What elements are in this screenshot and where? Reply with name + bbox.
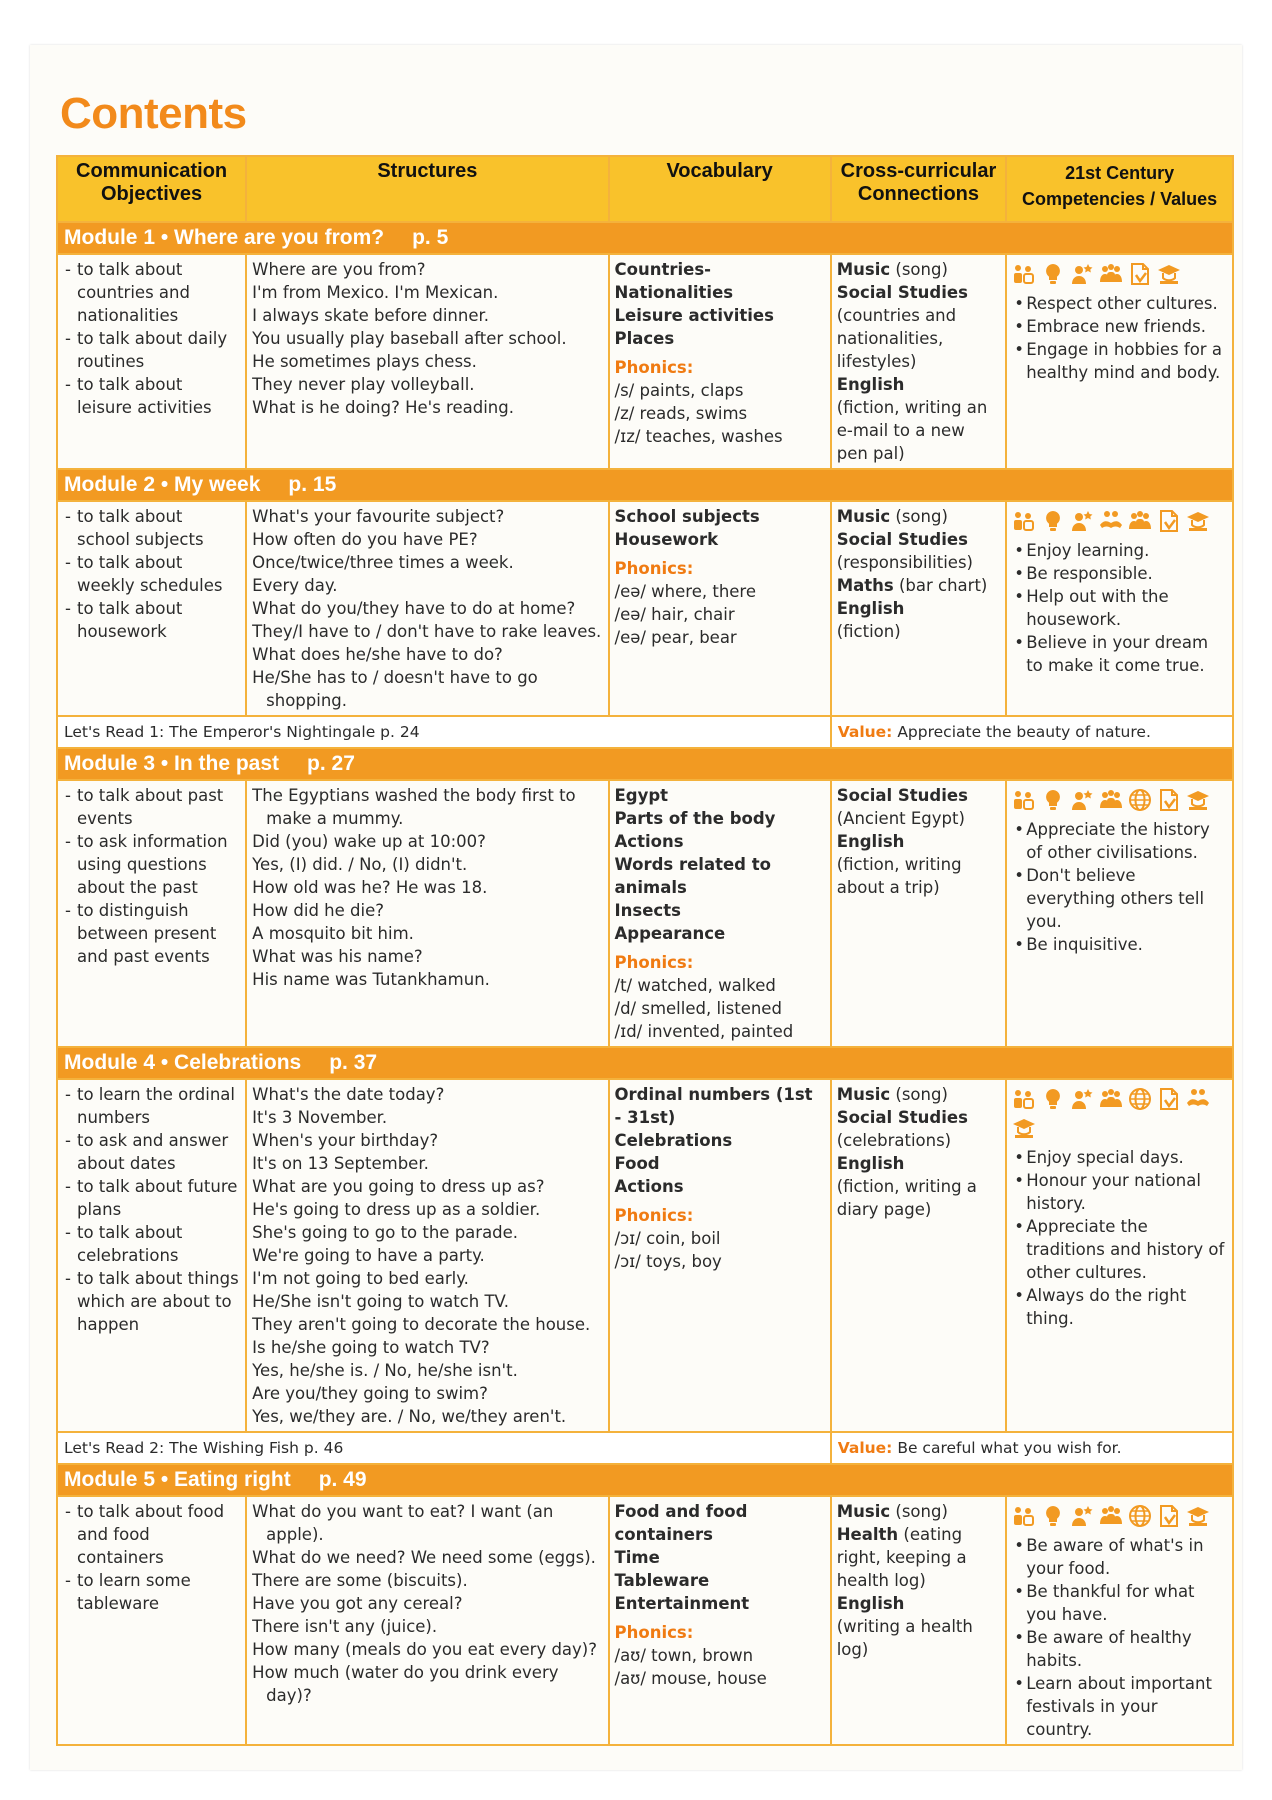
phonics-item: /aʊ/ mouse, house — [614, 1669, 767, 1688]
learner-icon — [1070, 262, 1094, 286]
cross-curricular-cell — [831, 1079, 1006, 1432]
cross-subject: Maths — [836, 576, 894, 595]
structure-item: We're going to have a party. — [252, 1246, 485, 1265]
structures-cell — [246, 780, 608, 1047]
header-competencies: 21st Century Competencies / Values — [1006, 156, 1233, 222]
module-page: p. 37 — [329, 1051, 378, 1074]
cross-entry — [837, 281, 1000, 373]
structure-item: What is he doing? He's reading. — [252, 398, 514, 417]
phonics-item: /aʊ/ town, brown — [614, 1646, 754, 1665]
structure-item: How often do you have PE? — [252, 530, 478, 549]
values-list — [1012, 292, 1227, 384]
group-icon — [1099, 788, 1123, 812]
phonics-label: Phonics: — [614, 1206, 694, 1225]
module-page: p. 15 — [288, 473, 337, 496]
structure-item: Once/twice/three times a week. — [252, 553, 514, 572]
structure-item: Yes, we/they are. / No, we/they aren't. — [252, 1407, 567, 1426]
structure-item: Did (you) wake up at 10:00? — [252, 832, 486, 851]
phonics-item: /eə/ where, there — [614, 582, 756, 601]
idea-bulb-icon — [1041, 509, 1065, 533]
value-item: • Appreciate the history of other civilisations. — [1012, 818, 1227, 864]
structure-item: Yes, he/she is. / No, he/she isn't. — [252, 1361, 518, 1380]
module-title: Module 4 • Celebrations — [64, 1051, 302, 1074]
phonics-item: /eə/ hair, chair — [614, 605, 735, 624]
objective-item: - to ask and answer about dates — [63, 1129, 240, 1175]
page-title: Contents — [60, 89, 247, 138]
module-header-row — [57, 1464, 1233, 1496]
module-page: p. 5 — [412, 226, 449, 249]
cross-detail: (fiction, writing a diary page) — [836, 1177, 977, 1219]
phonics-item: /ɪz/ teaches, washes — [614, 427, 783, 446]
structure-item: What do you want to eat? I want (an apple). — [252, 1502, 554, 1544]
idea-bulb-icon — [1041, 788, 1065, 812]
helping-hands-icon — [1099, 509, 1123, 533]
cross-detail: (song) — [890, 1502, 948, 1521]
structure-item: She's going to go to the parade. — [252, 1223, 519, 1242]
module-title: Module 2 • My week — [64, 473, 261, 496]
group-icon — [1099, 1087, 1123, 1111]
objective-item: - to talk about celebrations — [63, 1221, 240, 1267]
module-header — [57, 469, 1233, 501]
structure-item: What are you going to dress up as? — [252, 1177, 545, 1196]
module-header-row — [57, 748, 1233, 780]
globe-icon — [1128, 788, 1152, 812]
globe-icon — [1128, 1504, 1152, 1528]
cross-subject: Music — [836, 260, 891, 279]
vocab-category: Parts of the body — [614, 809, 776, 828]
cross-curricular-cell — [831, 501, 1006, 716]
cross-detail: (eating right, keeping a health log) — [836, 1525, 967, 1590]
collaboration-icon — [1012, 1504, 1036, 1528]
phonics-item: /t/ watched, walked — [614, 976, 776, 995]
phonics-item: /z/ reads, swims — [614, 404, 748, 423]
vocab-category: Time — [614, 1548, 660, 1567]
cross-entry — [837, 1592, 1000, 1661]
value-item: • Respect other cultures. — [1012, 292, 1227, 315]
cross-detail: (writing a health log) — [836, 1617, 973, 1659]
phonics-item: /ɔɪ/ coin, boil — [614, 1229, 721, 1248]
lets-read-value — [831, 716, 1233, 748]
objective-item: - to distinguish between present and past events — [63, 899, 240, 968]
structure-item: How much (water do you drink every day)? — [252, 1663, 559, 1705]
phonics-label: Phonics: — [614, 1623, 694, 1642]
structure-item: A mosquito bit him. — [252, 924, 414, 943]
values-list — [1012, 1146, 1227, 1330]
cross-detail: (song) — [890, 507, 948, 526]
structures-list — [252, 784, 602, 991]
cross-subject: English — [836, 1594, 905, 1613]
lets-read-row — [57, 716, 1233, 748]
objectives-list — [63, 1500, 240, 1615]
structures-cell — [246, 1496, 608, 1745]
value-text: Be careful what you wish for. — [897, 1439, 1122, 1457]
cross-subject: English — [836, 1154, 905, 1173]
header-vocabulary: Vocabulary — [609, 156, 831, 222]
objectives-cell — [57, 780, 246, 1047]
cross-entry — [837, 1152, 1000, 1221]
objective-item: - to talk about countries and nationalities — [63, 258, 240, 327]
module-title: Module 3 • In the past — [64, 752, 280, 775]
module-content-row — [57, 254, 1233, 469]
graduation-cap-icon — [1186, 509, 1210, 533]
structure-item: How old was he? He was 18. — [252, 878, 488, 897]
structure-item: I'm not going to bed early. — [252, 1269, 469, 1288]
graduation-cap-icon — [1186, 788, 1210, 812]
cross-detail: (song) — [890, 1085, 948, 1104]
value-item: • Enjoy special days. — [1012, 1146, 1227, 1169]
competencies-cell — [1006, 1079, 1233, 1432]
structure-item: Are you/they going to swim? — [252, 1384, 488, 1403]
cross-subject: Social Studies — [836, 530, 968, 549]
competencies-cell — [1006, 780, 1233, 1047]
vocab-category: Housework — [614, 530, 719, 549]
cross-entry — [837, 1083, 1000, 1106]
module-header — [57, 748, 1233, 780]
header-communication: Communication Objectives — [57, 156, 246, 222]
vocabulary-cell — [609, 254, 831, 469]
module-page: p. 27 — [307, 752, 355, 775]
objective-item: - to talk about housework — [63, 597, 240, 643]
structure-item: I'm from Mexico. I'm Mexican. — [252, 283, 499, 302]
objectives-list — [63, 258, 240, 419]
structures-list — [252, 258, 602, 419]
structure-item: Have you got any cereal? — [252, 1594, 463, 1613]
module-page: p. 49 — [318, 1468, 367, 1491]
value-label: Value: — [837, 723, 893, 741]
structure-item: I always skate before dinner. — [252, 306, 489, 325]
contents-body — [57, 222, 1233, 1745]
structure-item: When's your birthday? — [252, 1131, 439, 1150]
value-item: • Always do the right thing. — [1012, 1284, 1227, 1330]
competencies-cell — [1006, 1496, 1233, 1745]
cross-detail: (Ancient Egypt) — [836, 809, 965, 828]
graduation-cap-icon — [1186, 1504, 1210, 1528]
structure-item: What's the date today? — [252, 1085, 445, 1104]
phonics-item: /ɪd/ invented, painted — [614, 1022, 794, 1041]
objective-item: - to talk about leisure activities — [63, 373, 240, 419]
graduation-cap-icon — [1012, 1116, 1036, 1140]
values-list — [1012, 539, 1227, 677]
cross-subject: Health — [836, 1525, 899, 1544]
cross-subject: English — [836, 375, 905, 394]
structure-item: His name was Tutankhamun. — [252, 970, 490, 989]
header-structures: Structures — [246, 156, 608, 222]
header-cross-curricular: Cross-curricular Connections — [831, 156, 1006, 222]
objective-item: - to ask information using questions about the past — [63, 830, 240, 899]
structure-item: What's your favourite subject? — [252, 507, 505, 526]
cross-entry — [837, 784, 1000, 830]
structure-item: What was his name? — [252, 947, 423, 966]
cross-entry — [837, 830, 1000, 899]
cross-entry — [837, 528, 1000, 574]
cross-subject: Music — [836, 1085, 891, 1104]
competencies-cell — [1006, 254, 1233, 469]
value-item: • Believe in your dream to make it come true. — [1012, 631, 1227, 677]
vocab-category: School subjects — [614, 507, 760, 526]
value-item: • Be thankful for what you have. — [1012, 1580, 1227, 1626]
learner-icon — [1070, 788, 1094, 812]
module-content-row — [57, 501, 1233, 716]
vocab-category: Food — [614, 1154, 660, 1173]
module-header-row — [57, 469, 1233, 501]
competency-icons — [1012, 788, 1227, 812]
vocab-category: Countries-Nationalities — [614, 260, 734, 302]
header-row — [57, 156, 1233, 222]
vocab-category: Words related to animals — [614, 855, 771, 897]
module-header-row — [57, 1047, 1233, 1079]
value-text: Appreciate the beauty of nature. — [897, 723, 1151, 741]
value-item: • Be aware of healthy habits. — [1012, 1626, 1227, 1672]
competency-icons — [1012, 1504, 1227, 1528]
cross-subject: Music — [836, 507, 891, 526]
structure-item: Is he/she going to watch TV? — [252, 1338, 490, 1357]
vocab-category: Ordinal numbers (1st - 31st) — [614, 1085, 813, 1127]
vocab-category: Tableware — [614, 1571, 710, 1590]
collaboration-icon — [1012, 1087, 1036, 1111]
idea-bulb-icon — [1041, 1087, 1065, 1111]
contents-table — [56, 155, 1234, 1746]
module-header — [57, 1047, 1233, 1079]
cross-entry — [837, 505, 1000, 528]
module-content-row — [57, 1496, 1233, 1745]
value-item: • Enjoy learning. — [1012, 539, 1227, 562]
vocab-category: Actions — [614, 1177, 684, 1196]
value-item: • Be responsible. — [1012, 562, 1227, 585]
value-item: • Be aware of what's in your food. — [1012, 1534, 1227, 1580]
structure-item: The Egyptians washed the body first to make a mummy. — [252, 786, 576, 828]
phonics-label: Phonics: — [614, 358, 694, 377]
document-icon — [1157, 1087, 1181, 1111]
structures-list — [252, 1083, 602, 1428]
cross-detail: (fiction, writing an e-mail to a new pen pal) — [836, 398, 988, 463]
collaboration-icon — [1012, 262, 1036, 286]
objectives-cell — [57, 1079, 246, 1432]
phonics-label: Phonics: — [614, 559, 694, 578]
objectives-list — [63, 784, 240, 968]
learner-icon — [1070, 509, 1094, 533]
structure-item: How many (meals do you eat every day)? — [252, 1640, 598, 1659]
idea-bulb-icon — [1041, 262, 1065, 286]
vocabulary-cell — [609, 1496, 831, 1745]
cross-detail: (fiction) — [836, 622, 901, 641]
objective-item: - to learn the ordinal numbers — [63, 1083, 240, 1129]
vocabulary-cell — [609, 1079, 831, 1432]
structure-item: They never play volleyball. — [252, 375, 475, 394]
cross-entry — [837, 1500, 1000, 1523]
globe-icon — [1128, 1087, 1152, 1111]
competency-icons — [1012, 509, 1227, 533]
structure-item: Where are you from? — [252, 260, 426, 279]
lets-read-value — [831, 1432, 1233, 1464]
value-item: • Help out with the housework. — [1012, 585, 1227, 631]
cross-detail: (countries and nationalities, lifestyles) — [836, 306, 957, 371]
structures-list — [252, 1500, 602, 1707]
structure-item: It's 3 November. — [252, 1108, 388, 1127]
graduation-cap-icon — [1157, 262, 1181, 286]
vocab-category: Leisure activities — [614, 306, 774, 325]
collaboration-icon — [1012, 509, 1036, 533]
lets-read-row — [57, 1432, 1233, 1464]
structure-item: He/She has to / doesn't have to go shopping. — [252, 668, 538, 710]
value-item: • Engage in hobbies for a healthy mind and body. — [1012, 338, 1227, 384]
objective-item: - to talk about weekly schedules — [63, 551, 240, 597]
lets-read-title: Let's Read 2: The Wishing Fish p. 46 — [57, 1432, 831, 1464]
cross-subject: English — [836, 832, 905, 851]
module-header-row — [57, 222, 1233, 254]
objective-item: - to talk about daily routines — [63, 327, 240, 373]
value-item: • Don't believe everything others tell you. — [1012, 864, 1227, 933]
vocab-category: Insects — [614, 901, 681, 920]
vocab-category: Places — [614, 329, 675, 348]
cross-detail: (bar chart) — [893, 576, 988, 595]
module-title: Module 1 • Where are you from? — [64, 226, 385, 249]
structure-item: You usually play baseball after school. — [252, 329, 567, 348]
structure-item: There isn't any (juice). — [252, 1617, 438, 1636]
cross-curricular-cell — [831, 1496, 1006, 1745]
cross-subject: English — [836, 599, 905, 618]
vocabulary-cell — [609, 780, 831, 1047]
objectives-list — [63, 505, 240, 643]
learner-icon — [1070, 1087, 1094, 1111]
structure-item: It's on 13 September. — [252, 1154, 429, 1173]
cross-entry — [837, 373, 1000, 465]
document-icon — [1128, 262, 1152, 286]
vocab-category: Food and food containers — [614, 1502, 748, 1544]
objective-item: - to talk about school subjects — [63, 505, 240, 551]
document-icon — [1157, 788, 1181, 812]
structure-item: There are some (biscuits). — [252, 1571, 468, 1590]
values-list — [1012, 1534, 1227, 1741]
objective-item: - to talk about food and food containers — [63, 1500, 240, 1569]
phonics-item: /d/ smelled, listened — [614, 999, 782, 1018]
cross-detail: (fiction, writing about a trip) — [836, 855, 962, 897]
cross-entry — [837, 1523, 1000, 1592]
structures-list — [252, 505, 602, 712]
cross-curricular-cell — [831, 254, 1006, 469]
structure-item: Yes, (I) did. / No, (I) didn't. — [252, 855, 468, 874]
objectives-cell — [57, 501, 246, 716]
objective-item: - to talk about future plans — [63, 1175, 240, 1221]
vocab-category: Entertainment — [614, 1594, 750, 1613]
competency-icons — [1012, 1087, 1227, 1140]
cross-detail: (celebrations) — [836, 1131, 952, 1150]
structure-item: They/I have to / don't have to rake leaves. — [252, 622, 602, 641]
module-content-row — [57, 780, 1233, 1047]
vocab-category: Celebrations — [614, 1131, 733, 1150]
collaboration-icon — [1012, 788, 1036, 812]
vocab-category: Actions — [614, 832, 684, 851]
module-title: Module 5 • Eating right — [64, 1468, 291, 1491]
structure-item: He/She isn't going to watch TV. — [252, 1292, 509, 1311]
structures-cell — [246, 501, 608, 716]
lets-read-title: Let's Read 1: The Emperor's Nightingale p. 24 — [57, 716, 831, 748]
cross-subject: Social Studies — [836, 786, 968, 805]
cross-subject: Music — [836, 1502, 891, 1521]
objectives-cell — [57, 254, 246, 469]
module-content-row — [57, 1079, 1233, 1432]
value-label: Value: — [837, 1439, 893, 1457]
phonics-item: /s/ paints, claps — [614, 381, 744, 400]
objective-item: - to talk about past events — [63, 784, 240, 830]
vocabulary-cell — [609, 501, 831, 716]
value-item: • Be inquisitive. — [1012, 933, 1227, 956]
cross-entry — [837, 1106, 1000, 1152]
objective-item: - to talk about things which are about to happen — [63, 1267, 240, 1336]
group-icon — [1099, 1504, 1123, 1528]
helping-hands-icon — [1186, 1087, 1210, 1111]
cross-detail: (song) — [890, 260, 948, 279]
module-header — [57, 1464, 1233, 1496]
cross-subject: Social Studies — [836, 1108, 968, 1127]
document-icon — [1157, 509, 1181, 533]
value-item: • Honour your national history. — [1012, 1169, 1227, 1215]
structures-cell — [246, 254, 608, 469]
structure-item: He sometimes plays chess. — [252, 352, 477, 371]
structure-item: How did he die? — [252, 901, 384, 920]
structure-item: He's going to dress up as a soldier. — [252, 1200, 541, 1219]
competency-icons — [1012, 262, 1227, 286]
objectives-list — [63, 1083, 240, 1336]
competencies-cell — [1006, 501, 1233, 716]
cross-entry — [837, 597, 1000, 643]
learner-icon — [1070, 1504, 1094, 1528]
document-icon — [1157, 1504, 1181, 1528]
objective-item: - to learn some tableware — [63, 1569, 240, 1615]
phonics-label: Phonics: — [614, 953, 694, 972]
idea-bulb-icon — [1041, 1504, 1065, 1528]
vocab-category: Egypt — [614, 786, 669, 805]
structures-cell — [246, 1079, 608, 1432]
cross-entry — [837, 258, 1000, 281]
cross-subject: Social Studies — [836, 283, 968, 302]
cross-detail: (responsibilities) — [836, 553, 973, 572]
phonics-item: /eə/ pear, bear — [614, 628, 737, 647]
value-item: • Embrace new friends. — [1012, 315, 1227, 338]
value-item: • Learn about important festivals in your country. — [1012, 1672, 1227, 1741]
objectives-cell — [57, 1496, 246, 1745]
vocab-category: Appearance — [614, 924, 726, 943]
cross-curricular-cell — [831, 780, 1006, 1047]
cross-entry — [837, 574, 1000, 597]
structure-item: What does he/she have to do? — [252, 645, 503, 664]
module-header — [57, 222, 1233, 254]
structure-item: What do we need? We need some (eggs). — [252, 1548, 596, 1567]
structure-item: What do you/they have to do at home? — [252, 599, 576, 618]
structure-item: They aren't going to decorate the house. — [252, 1315, 591, 1334]
structure-item: Every day. — [252, 576, 338, 595]
values-list — [1012, 818, 1227, 956]
group-icon — [1128, 509, 1152, 533]
phonics-item: /ɔɪ/ toys, boy — [614, 1252, 722, 1271]
group-icon — [1099, 262, 1123, 286]
value-item: • Appreciate the traditions and history of other cultures. — [1012, 1215, 1227, 1284]
